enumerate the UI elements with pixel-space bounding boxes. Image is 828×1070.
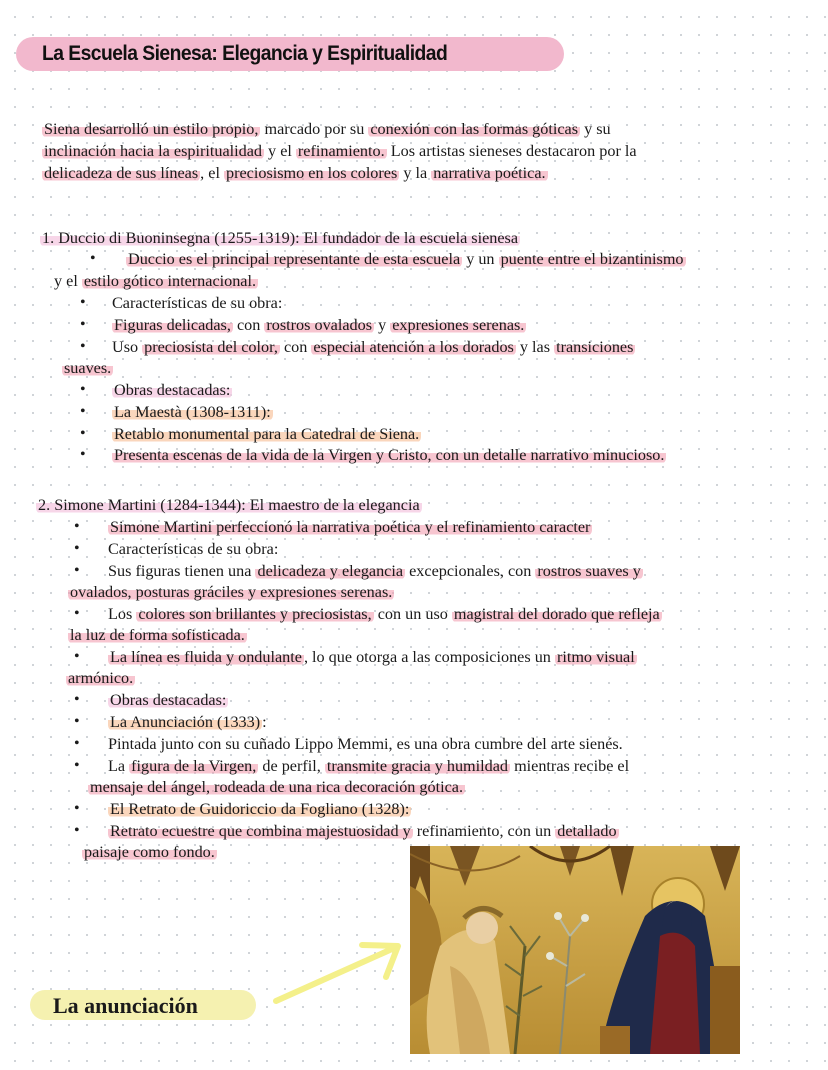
hl: Obras destacadas: [110,691,227,709]
text: : [262,713,267,731]
bullet: • [74,735,80,752]
intro-hl: narrativa poética. [433,164,546,182]
hl: ovalados, posturas gráciles y expresiones serenas. [70,583,393,601]
duccio-line [126,248,686,270]
text: y las [515,338,555,356]
hl: expresiones serenas. [392,316,525,334]
text: y el [54,272,82,290]
text: refinamiento, con un [412,822,556,840]
hl: Obras destacadas: [114,381,231,399]
hl: transiciones [556,338,634,356]
hl: armónico. [68,669,134,687]
simone-line [108,646,637,668]
duccio-line [112,336,635,358]
simone-line [66,667,135,689]
duccio-line [112,314,526,336]
bullet: • [80,338,86,355]
bullet: • [74,518,80,535]
text: Uso [112,338,143,356]
bullet: • [80,425,86,442]
intro-hl: inclinación hacia la espiritualidad [44,142,262,160]
simone-line [68,624,247,646]
simone-retrato [108,798,411,820]
bullet: • [80,316,86,333]
simone-pintada: Pintada junto con su cuñado Lippo Memmi, es una obra cumbre del arte sienés. [108,735,623,753]
arrow-icon [270,935,410,1007]
hl: puente entre el bizantinismo [500,250,684,268]
hl: preciosista del color, [144,338,278,356]
intro-text: Los artistas sieneses destacaron por la [386,142,637,160]
bullet: • [80,446,86,463]
intro-text: , el [200,164,224,182]
intro-hl: conexión con las formas góticas [370,120,579,138]
text: con [232,316,265,334]
hl: paisaje como fondo. [84,843,215,861]
hl: colores son brillantes y preciosistas, [138,605,372,623]
bullet: • [74,800,80,817]
simone-anunc [108,711,267,733]
bullet: • [80,381,86,398]
hl: Presenta escenas de la vida de la Virgen y Cristo, con un detalle narrativo minucioso. [114,446,665,464]
hl: La línea es fluida y ondulante [110,648,302,666]
duccio-maesta [112,401,273,423]
annunciation-painting [410,846,740,1054]
simone-caracteristicas: Características de su obra: [108,540,279,558]
text: y un [462,250,499,268]
hl: rostros ovalados [266,316,373,334]
simone-line [88,776,465,798]
simone-heading [36,494,422,516]
duccio-line [54,270,258,292]
intro-text: y su [580,120,611,138]
bullet: • [80,294,86,311]
hl: La Maestà (1308-1311): [114,403,271,421]
hl: Retrato ecuestre que combina majestuosidad y [110,822,411,840]
hl: La Anunciación (1333) [110,713,261,731]
intro-hl: refinamiento. [297,142,385,160]
page-title: La Escuela Sienesa: Elegancia y Espiritualidad [42,42,448,65]
painting-image [410,846,740,1054]
bullet: • [74,605,80,622]
hl: detallado [557,822,617,840]
hl: El Retrato de Guidoriccio da Fogliano (1328): [110,800,410,818]
hl: Figuras delicadas, [114,316,231,334]
hl: magistral del dorado que refleja [453,605,660,623]
intro-text: marcado por su [260,120,369,138]
intro-text: y la [399,164,432,182]
bullet: • [74,713,80,730]
simone-obras [108,689,228,711]
simone-line [82,841,217,863]
hl: especial atención a los dorados [313,338,514,356]
hl: suaves. [64,359,112,377]
bullet: • [74,540,80,557]
painting-caption: La anunciación [53,993,198,1018]
simone-line [108,820,619,842]
duccio-caracteristicas: Características de su obra: [112,294,283,312]
duccio-heading-text: 1. Duccio di Buoninsegna (1255-1319): El fundador de la escuela sienesa [42,229,519,247]
intro-paragraph [42,118,742,184]
simone-heading-text: 2. Simone Martini (1284-1344): El maestro de la elegancia [38,496,420,514]
text: La [108,757,130,775]
duccio-line [62,357,113,379]
intro-text: y el [264,142,296,160]
bullet: • [74,822,80,839]
bullet: • [74,562,80,579]
bullet: • [80,403,86,420]
text: excepcionales, con [405,562,536,580]
hl: Simone Martini perfeccionó la narrativa poética y el refinamiento caracter [110,518,591,536]
text: , lo que otorga a las composiciones un [303,648,555,666]
hl: Retablo monumental para la Catedral de Siena. [114,425,420,443]
hl: transmite gracia y humildad [326,757,509,775]
duccio-heading [40,227,520,249]
hl: estilo gótico internacional. [83,272,257,290]
simone-line [108,560,643,582]
simone-line [108,516,592,538]
duccio-escenas [112,444,666,466]
text: y [374,316,391,334]
bullet: • [90,250,96,267]
intro-hl: preciosismo en los colores [226,164,398,182]
text: con [279,338,312,356]
duccio-obras [112,379,232,401]
duccio-retablo [112,423,421,445]
hl: figura de la Virgen, [131,757,257,775]
hl: delicadeza y elegancia [257,562,404,580]
hl: mensaje del ángel, rodeada de una rica decoración gótica. [90,778,464,796]
hl: ritmo visual [556,648,635,666]
hl: rostros suaves y [537,562,641,580]
bullet: • [74,648,80,665]
simone-line [108,755,629,777]
text: Sus figuras tienen una [108,562,256,580]
intro-hl: delicadeza de sus líneas [44,164,199,182]
text: con un uso [373,605,452,623]
bullet: • [74,757,80,774]
text: mientras recibe el [510,757,630,775]
simone-line [108,603,662,625]
bullet: • [74,691,80,708]
hl: Duccio es el principal representante de esta escuela [128,250,461,268]
hl: la luz de forma sofisticada. [70,626,245,644]
simone-line [68,581,394,603]
text: de perfil, [258,757,325,775]
text: Los [108,605,137,623]
intro-hl: Siena desarrolló un estilo propio, [44,120,259,138]
